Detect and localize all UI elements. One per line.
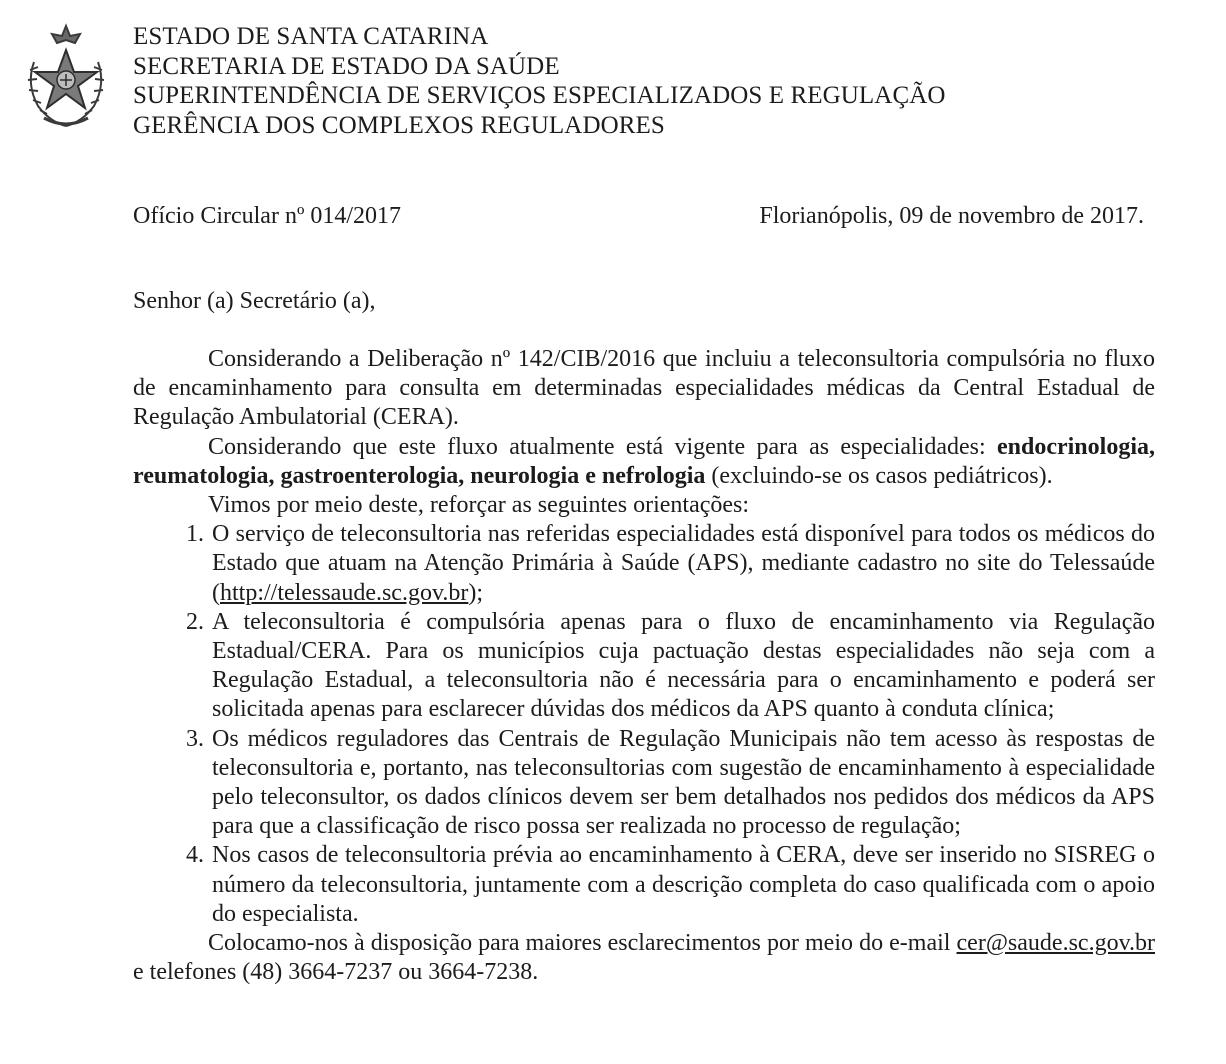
document-date: Florianópolis, 09 de novembro de 2017. [759, 203, 1144, 229]
guideline-item-3: 3. Os médicos reguladores das Centrais de Regulação Municipais não tem acesso às respostas de teleconsultoria e, portanto, nas teleconsultorias com sugestão de encaminhamento à especialidade pelo teleconsultor, os dados clínicos devem ser bem detalhados nos pedidos dos médicos da APS para que a classificação de risco possa ser realizada no processo de regulação; [210, 725, 1155, 842]
paragraph-2 [133, 433, 1155, 491]
guideline-item-4: 4. Nos casos de teleconsultoria prévia ao encaminhamento à CERA, deve ser inserido no SISREG o número da teleconsultoria, juntamente com a descrição completa do caso qualificada com o apoio do especialista. [210, 841, 1155, 929]
paragraph-1: Considerando a Deliberação nº 142/CIB/2016 que incluiu a teleconsultoria compulsória no fluxo de encaminhamento para consulta em determinadas especialidades médicas da Central Estadual de Regulação Ambulatorial (CERA). [133, 346, 1155, 431]
letter-body [133, 345, 1155, 987]
paragraph-2-end: (excluindo-se os casos pediátricos). [711, 462, 1053, 489]
guideline-item-1 [210, 520, 1155, 608]
salutation: Senhor (a) Secretário (a), [133, 288, 376, 314]
letterhead-line-management: GERÊNCIA DOS COMPLEXOS REGULADORES [133, 111, 665, 139]
state-coat-of-arms-icon [20, 22, 112, 132]
letterhead-line-secretariat: SECRETARIA DE ESTADO DA SAÚDE [133, 52, 560, 80]
guideline-item-1-end: ); [468, 579, 484, 606]
closing-paragraph [133, 929, 1155, 987]
guideline-item-2: 2. A teleconsultoria é compulsória apenas para o fluxo de encaminhamento via Regulação Estadual/CERA. Para os municípios cuja pactuação destas especialidades não seja com a Regulação Estadual, a teleconsultoria não é necessária para o encaminhamento e poderá ser solicitada apenas para esclarecer dúvidas dos médicos da APS quanto à conduta clínica; [210, 608, 1155, 725]
paragraph-2-intro: Considerando que este fluxo atualmente está vigente para as especialidades: [208, 433, 986, 460]
guideline-item-1-text: O serviço de teleconsultoria nas referidas especialidades está disponível para todos os médicos do Estado que atuam na Atenção Primária à Saúde (APS), mediante cadastro no site do Telessaúde ( [212, 521, 1155, 606]
guidelines-list [133, 520, 1155, 929]
paragraph-3: Vimos por meio deste, reforçar as seguintes orientações: [208, 492, 750, 519]
contact-email-link[interactable]: cer@saude.sc.gov.br [956, 930, 1155, 957]
telessaude-link[interactable]: http://telessaude.sc.gov.br [220, 579, 469, 606]
specialties-list: endocrinologia, reumatologia, gastroenterologia, neurologia e nefrologia [133, 433, 1155, 489]
closing-text: Colocamo-nos à disposição para maiores esclarecimentos por meio do e-mail [208, 930, 951, 957]
document-reference: Ofício Circular nº 014/2017 [133, 203, 402, 229]
contact-phones: e telefones (48) 3664-7237 ou 3664-7238. [133, 959, 539, 986]
letterhead-line-superintendency: SUPERINTENDÊNCIA DE SERVIÇOS ESPECIALIZADOS E REGULAÇÃO [133, 82, 946, 109]
letterhead [133, 22, 946, 140]
letterhead-line-state: ESTADO DE SANTA CATARINA [133, 23, 489, 50]
